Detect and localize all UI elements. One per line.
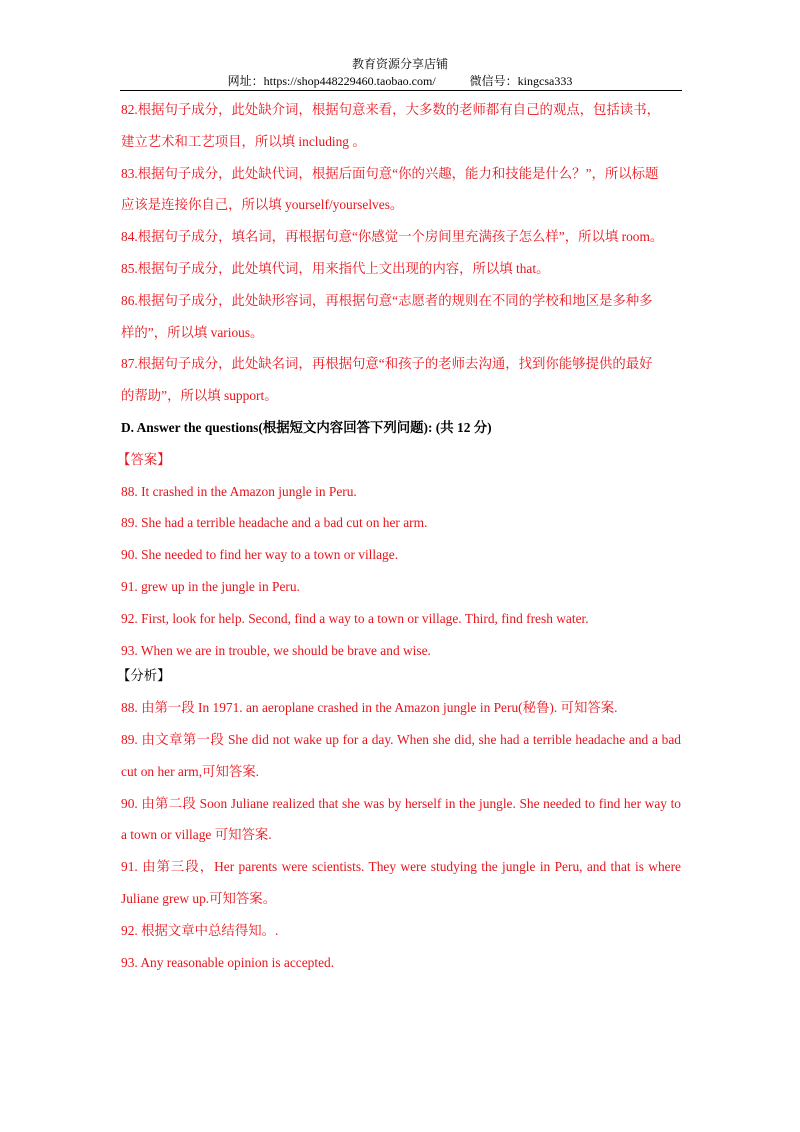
analysis-83-line-2: 应该是连接你自己，所以填 yourself/yourselves。	[121, 197, 404, 213]
shop-website: 网址：https://shop448229460.taobao.com/	[227, 74, 436, 88]
analysis-87-line-2: 的帮助”，所以填 support。	[121, 388, 278, 404]
answer-89: 89. She had a terrible headache and a bad cut on her arm.	[121, 515, 428, 531]
shop-wechat: 微信号：kingcsa333	[469, 74, 573, 88]
analysis-86-line-1: 86.根据句子成分，此处缺形容词，再根据句意“志愿者的规则在不同的学校和地区是多种多	[121, 292, 653, 308]
answer-88: 88. It crashed in the Amazon jungle in Peru.	[121, 483, 357, 499]
header-rule	[120, 90, 682, 91]
answer-92: 92. First, look for help. Second, find a way to a town or village. Third, find fresh water.	[121, 610, 589, 626]
answer-tag: 【答案】	[117, 451, 171, 467]
analysis-85: 85.根据句子成分，此处填代词，用来指代上文出现的内容，所以填 that。	[121, 260, 550, 276]
analysis-87-line-1: 87.根据句子成分，此处缺名词，再根据句意“和孩子的老师去沟通，找到你能够提供的最好	[121, 356, 653, 372]
header-contact-line	[120, 73, 680, 90]
analysis-92: 92. 根据文章中总结得知。.	[121, 922, 279, 938]
analysis-91: 91. 由第三段，Her parents were scientists. They were studying the jungle in Peru, and that is where Juliane grew up.可知答案。	[121, 859, 681, 906]
analysis-82-line-2: 建立艺术和工艺项目，所以填 including 。	[121, 133, 366, 149]
analysis-83-line-1: 83.根据句子成分，此处缺代词，根据后面句意“你的兴趣，能力和技能是什么？”，所以标题	[121, 165, 659, 181]
answer-91: 91. grew up in the jungle in Peru.	[121, 578, 300, 594]
answer-90: 90. She needed to find her way to a town or village.	[121, 547, 399, 563]
analysis-88: 88. 由第一段 In 1971. an aeroplane crashed in the Amazon jungle in Peru(秘鲁). 可知答案.	[121, 700, 618, 716]
analysis-84: 84.根据句子成分，填名词，再根据句意“你感觉一个房间里充满孩子怎么样”，所以填 room。	[121, 229, 664, 245]
analysis-86-line-2: 样的”，所以填 various。	[121, 324, 264, 340]
page-header	[120, 56, 680, 90]
analysis-82-line-1: 82.根据句子成分，此处缺介词，根据句意来看，大多数的老师都有自己的观点，包括读书，	[121, 102, 660, 117]
analysis-89: 89. 由文章第一段 She did not wake up for a day. When she did, she had a terrible headache and a bad cut on her arm,可知答案.	[121, 731, 681, 779]
analysis-93: 93. Any reasonable opinion is accepted.	[121, 954, 335, 970]
document-body	[117, 94, 681, 978]
analysis-tag: 【分析】	[117, 668, 171, 684]
shop-name: 教育资源分享店铺	[351, 57, 448, 71]
section-d-title: D. Answer the questions(根据短文内容回答下列问题): (共 12 分)	[121, 419, 492, 435]
analysis-90: 90. 由第二段 Soon Juliane realized that she was by herself in the jungle. She needed to find her way to a town or village 可知答案.	[121, 795, 681, 843]
answer-93: 93. When we are in trouble, we should be brave and wise.	[121, 642, 431, 658]
